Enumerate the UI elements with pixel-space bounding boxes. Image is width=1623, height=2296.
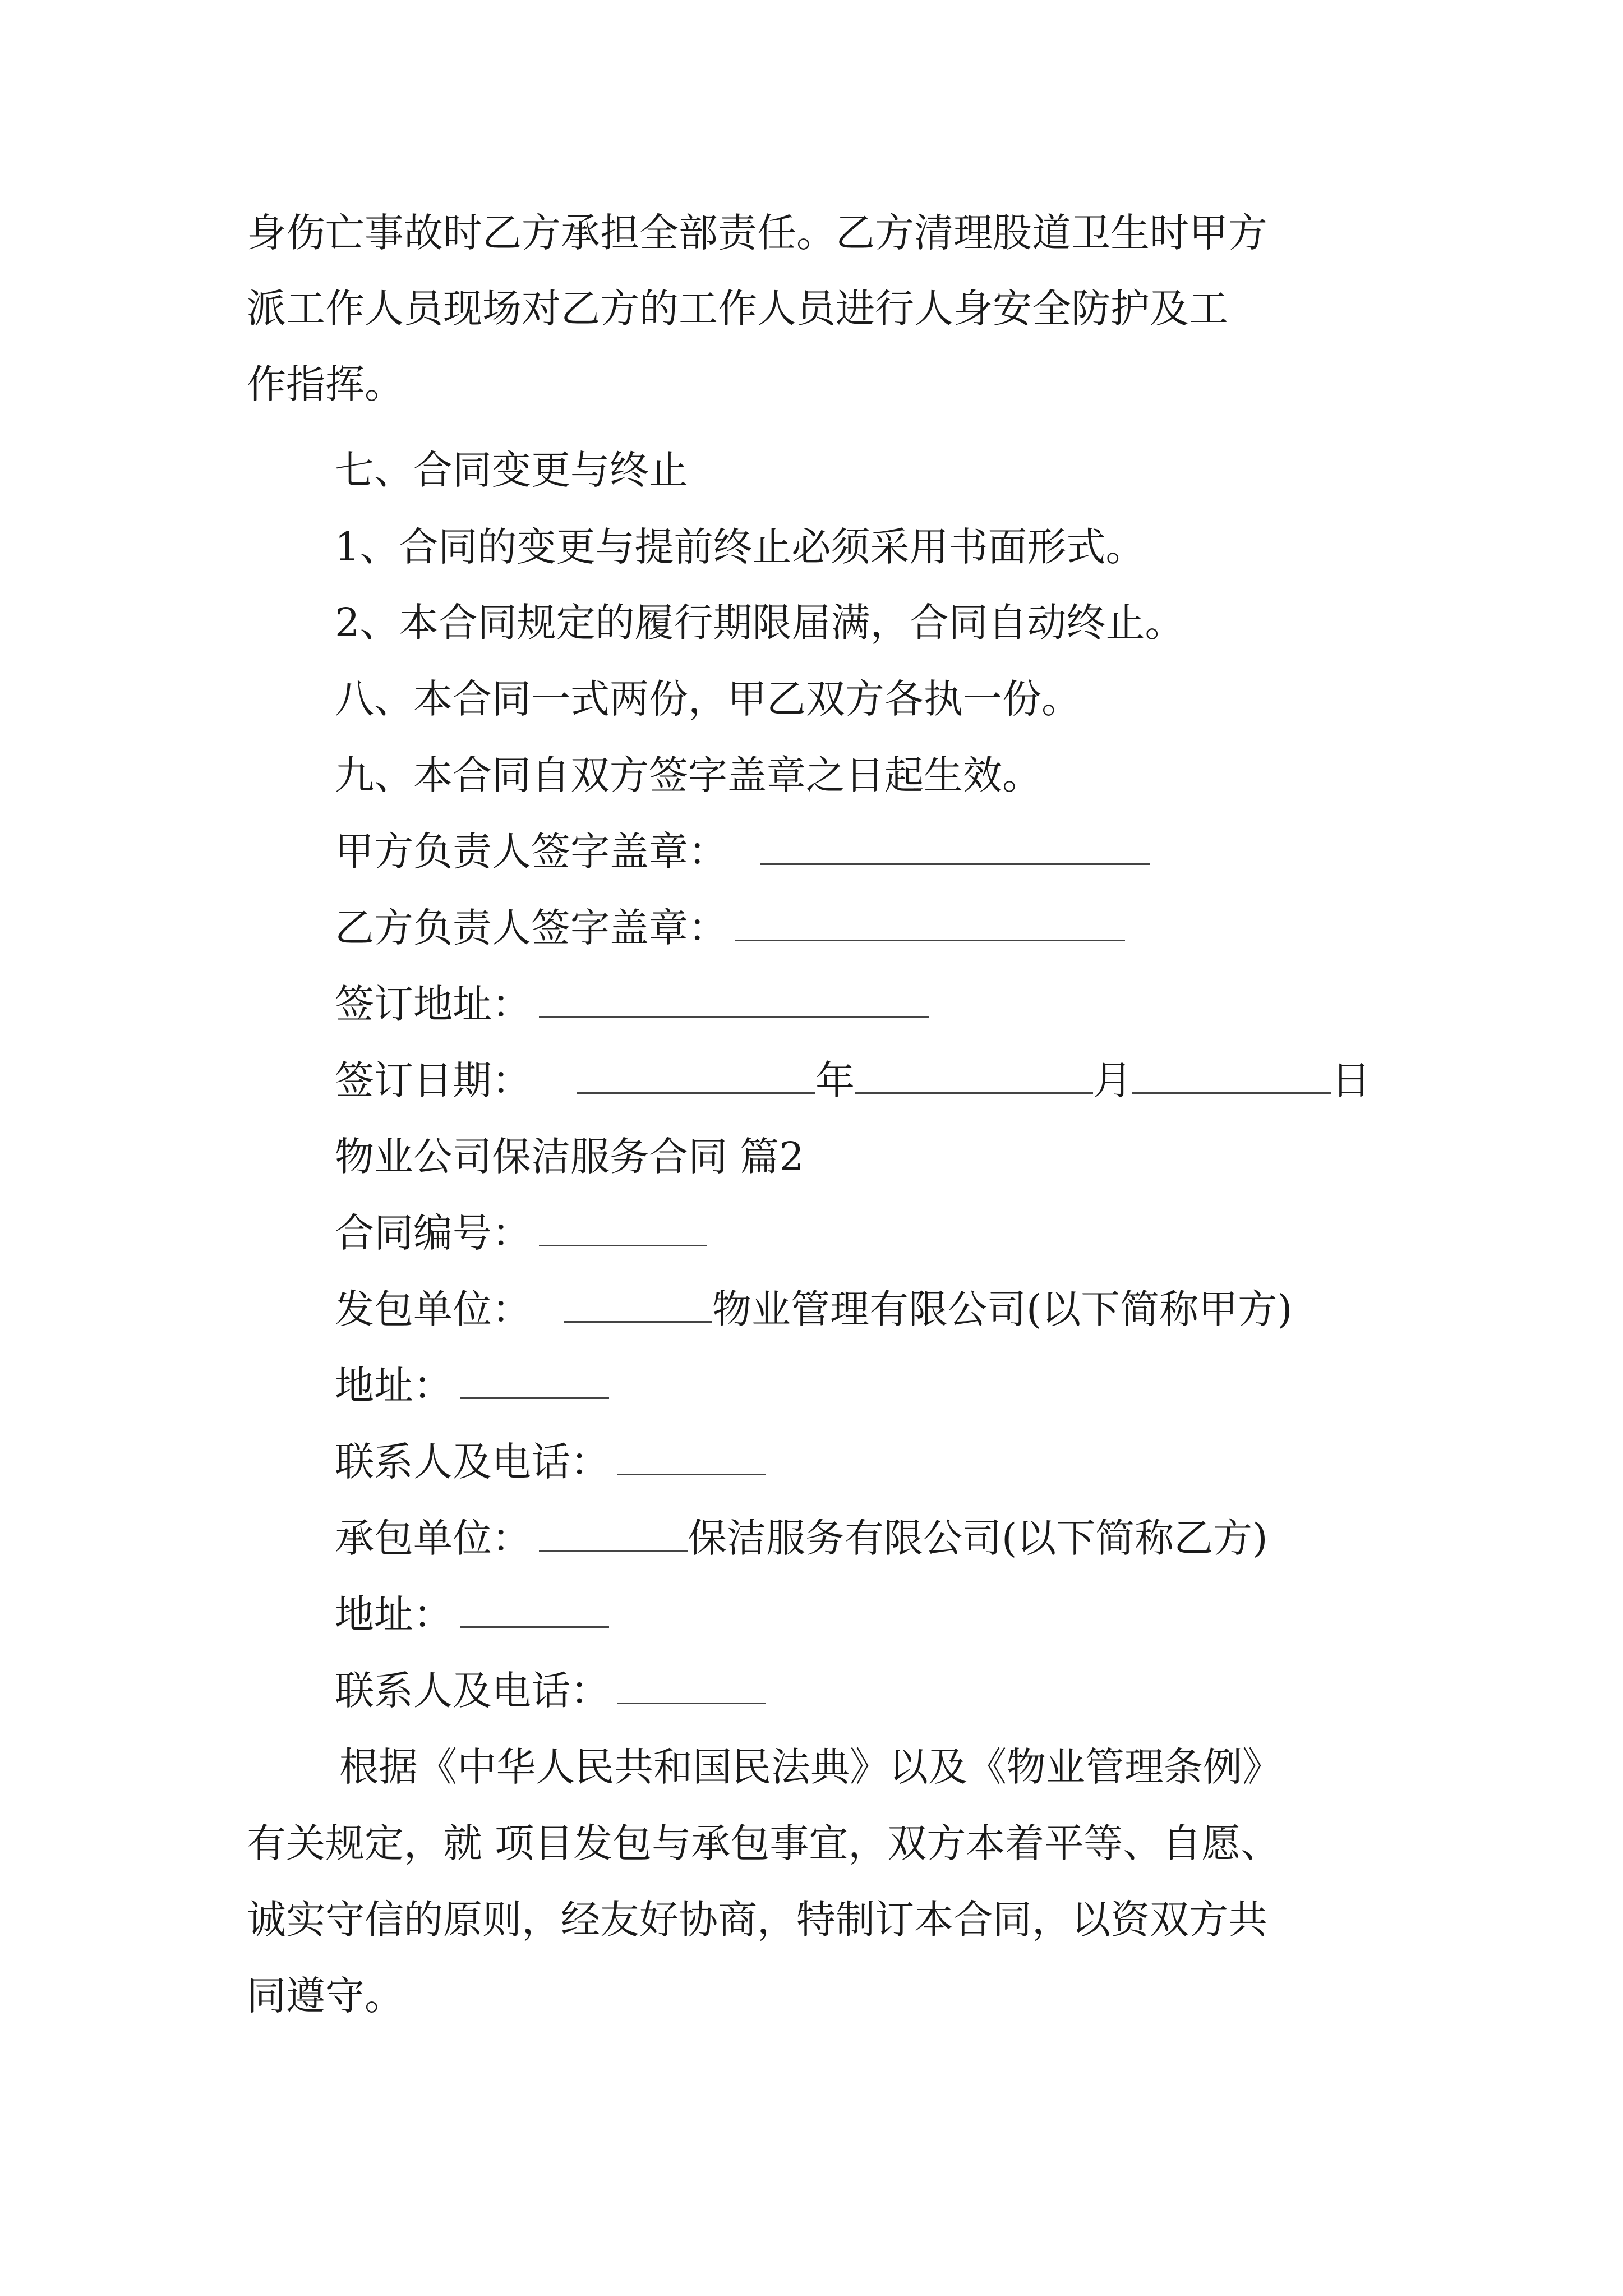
year-label: 年: [815, 1057, 855, 1103]
signing-date-line: [335, 1052, 1371, 1108]
party-b-contact-line: [335, 1663, 766, 1719]
address-label: 地址：: [335, 1591, 453, 1637]
body-text-line: 根据《中华人民共和国民法典》以及《物业管理条例》: [339, 1744, 1281, 1790]
party-a-address-line: [335, 1358, 609, 1414]
party-a-blank: [564, 1286, 712, 1323]
year-blank: [577, 1057, 815, 1094]
party-a-contact-line: [335, 1434, 766, 1490]
contract-number-line: [335, 1205, 707, 1261]
signing-place-blank: [539, 981, 929, 1018]
contact-blank: [617, 1668, 766, 1704]
month-blank: [855, 1057, 1093, 1094]
contact-label: 联系人及电话：: [335, 1439, 610, 1485]
party-a-label: 发包单位：: [335, 1286, 531, 1332]
part-title: 物业公司保洁服务合同 篇2: [335, 1134, 804, 1180]
party-a-name: 物业管理有限公司(以下简称甲方): [712, 1286, 1293, 1332]
signature-blank: [735, 905, 1125, 941]
clause-text: 八、本合同一式两份，甲乙双方各执一份。: [335, 676, 1081, 722]
clause-text: 九、本合同自双方签字盖章之日起生效。: [335, 752, 1041, 798]
party-a-line: [335, 1281, 1293, 1337]
party-b-label: 承包单位：: [335, 1515, 531, 1561]
address-blank: [460, 1363, 609, 1399]
party-b-blank: [539, 1515, 688, 1552]
clause-text: 2、本合同规定的履行期限届满，合同自动终止。: [335, 600, 1184, 646]
address-label: 地址：: [335, 1363, 453, 1409]
body-text-line: 作指挥。: [247, 361, 404, 407]
clause-text: 1、合同的变更与提前终止必须采用书面形式。: [335, 524, 1145, 570]
signing-place-line: [335, 976, 929, 1032]
body-text-line: 诚实守信的原则，经友好协商，特制订本合同，以资双方共: [247, 1897, 1267, 1943]
contract-number-label: 合同编号：: [335, 1210, 531, 1256]
address-blank: [460, 1591, 609, 1628]
contact-label: 联系人及电话：: [335, 1668, 610, 1714]
body-text-line: 身伤亡事故时乙方承担全部责任。乙方清理股道卫生时甲方: [247, 210, 1267, 256]
contract-number-blank: [539, 1210, 707, 1246]
section-heading: 七、合同变更与终止: [335, 447, 688, 493]
signature-line-party-b: [335, 900, 1125, 956]
day-blank: [1132, 1057, 1331, 1094]
day-label: 日: [1331, 1057, 1371, 1103]
month-label: 月: [1093, 1057, 1132, 1103]
contact-blank: [617, 1439, 766, 1475]
signature-label: 乙方负责人签字盖章：: [335, 905, 727, 951]
signature-blank: [760, 829, 1150, 865]
party-b-line: [335, 1510, 1268, 1566]
body-text-line: 同遵守。: [247, 1973, 404, 2019]
party-b-address-line: [335, 1586, 609, 1642]
party-b-name: 保洁服务有限公司(以下简称乙方): [688, 1515, 1268, 1561]
signature-label: 甲方负责人签字盖章：: [335, 829, 727, 875]
signing-date-label: 签订日期：: [335, 1057, 531, 1103]
body-text-line: 派工作人员现场对乙方的工作人员进行人身安全防护及工: [247, 286, 1228, 332]
body-text-line: 有关规定，就 项目发包与承包事宜，双方本着平等、自愿、: [247, 1820, 1280, 1866]
signature-line-party-a: [335, 823, 1150, 880]
signing-place-label: 签订地址：: [335, 981, 531, 1027]
